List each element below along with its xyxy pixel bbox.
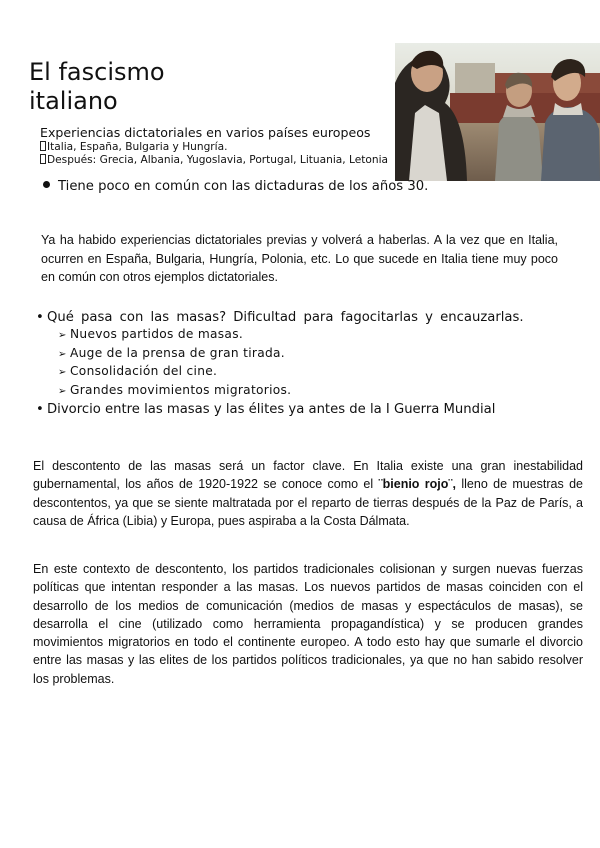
arrow-right-icon: ➢ [58, 330, 67, 341]
outline-subpoint [58, 382, 526, 401]
arrow-right-icon: ➢ [58, 367, 67, 378]
note-text: Tiene poco en común con las dictaduras de los años 30. [58, 179, 429, 194]
intro-item [40, 154, 420, 167]
paragraph-3: En este contexto de descontento, los partidos tradicionales colisionan y surgen nuevas fuerzas políticas que intentan responder a las masas. Los nuevos partidos de masas coinciden con el desarrollo de los medios de comunicación (medios de masas y espectáculos de masas), se desarrolla el cine (utilizado como herramienta propagandística) y se producen grandes movimientos migratorios en todo el continente europeo. A todo esto hay que sumarle el divorcio entre las masas y las elites de los partidos políticos tradicionales, ya que no han sabido resolver los problemas. [33, 562, 583, 686]
intro-item [40, 141, 420, 154]
paragraph-1: Ya ha habido experiencias dictatoriales previas y volverá a haberlas. A la vez que en Italia, ocurren en España, Bulgaria, Hungría, Polonia, etc. Lo que sucede en Italia tiene muy poco en común con otros ejemplos dictatoriales. [41, 233, 558, 284]
note-bullet [43, 178, 428, 196]
outline-question: • Qué pasa con las masas? Dificultad para fagocitarlas y encauzarlas. [36, 309, 526, 326]
outline-subpoint [58, 363, 526, 382]
intro-summary [40, 124, 420, 167]
bullet-dot-icon [43, 181, 50, 188]
missing-glyph-icon [40, 154, 46, 164]
paragraph-2 [33, 457, 583, 530]
bienio-rojo-term: ¨bienio rojo¨, [378, 477, 457, 492]
subpoint-text: Consolidación del cine. [70, 364, 218, 378]
intro-item-text: Italia, España, Bulgaria y Hungría. [47, 141, 228, 153]
outline-last-point: • Divorcio entre las masas y las élites ya antes de la I Guerra Mundial [36, 401, 526, 418]
film-still-photo [395, 43, 600, 181]
subpoint-text: Auge de la prensa de gran tirada. [70, 345, 285, 360]
outline-list [36, 309, 526, 418]
intro-item-text: Después: Grecia, Albania, Yugoslavia, Portugal, Lituania, Letonia [47, 154, 389, 166]
arrow-right-icon: ➢ [58, 348, 67, 360]
title-line-1: El fascismo [29, 58, 165, 86]
outline-subpoint [58, 326, 526, 345]
subpoint-text: Nuevos partidos de masas. [70, 327, 244, 341]
missing-glyph-icon [40, 141, 46, 151]
title-line-2: italiano [29, 87, 118, 115]
intro-lead: Experiencias dictatoriales en varios países europeos [40, 125, 371, 140]
paragraph-2-after: lleno de muestras de descontentos, ya que se siente maltratada por el reparto de tierras después de la Paz de París, a causa de África (Libia) y Europa, pues aspiraba a la Costa Dálmata. [33, 477, 583, 528]
outline-subpoints [36, 326, 526, 400]
subpoint-text: Grandes movimientos migratorios. [70, 382, 292, 397]
page-title [29, 58, 165, 116]
arrow-right-icon: ➢ [58, 385, 67, 397]
outline-subpoint [58, 345, 526, 364]
paragraph-2-before: El descontento de las masas será un factor clave. En Italia existe una gran inestabilidad gubernamental, los años de 1920-1922 se conoce como el [33, 459, 583, 492]
